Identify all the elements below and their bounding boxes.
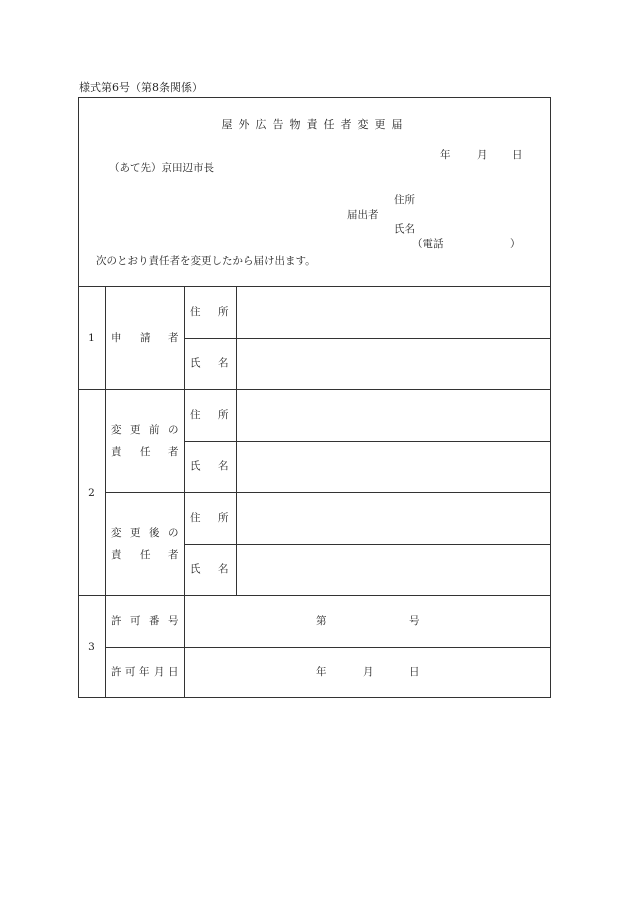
- row2-inner-line-a: [184, 441, 551, 442]
- permit-date-month: 月: [363, 666, 374, 678]
- row2-before-char: の: [168, 424, 179, 436]
- row2-name-char: 氏: [190, 563, 201, 575]
- row2-before-char: 者: [168, 446, 179, 458]
- row2-before-char: 任: [140, 446, 151, 458]
- row3-number: 3: [88, 641, 95, 653]
- label-column-line: [236, 286, 237, 595]
- permit-number-char: 許: [111, 615, 122, 627]
- row2-after-char: 責: [111, 549, 122, 561]
- row2-address-char: 住: [190, 409, 201, 421]
- applicant-name-label: 氏名: [394, 223, 415, 235]
- permit-date-char: 許: [111, 666, 122, 678]
- row2-after-char: 任: [140, 549, 151, 561]
- row2-name-char: 名: [218, 460, 229, 472]
- row2-inner-line-b: [184, 544, 551, 545]
- row1-category-char: 申: [111, 332, 122, 344]
- row2-name-char: 名: [218, 563, 229, 575]
- row1-bottom-line: [78, 389, 551, 390]
- date-month-label: 月: [477, 149, 488, 161]
- row2-middle-line: [105, 492, 551, 493]
- permit-date-day: 日: [409, 666, 420, 678]
- permit-date-char: 可: [125, 666, 136, 678]
- row1-category-char: 者: [168, 332, 179, 344]
- addressee: （あて先）京田辺市長: [109, 162, 214, 174]
- row2-name-char: 氏: [190, 460, 201, 472]
- permit-number-prefix: 第: [316, 615, 327, 627]
- table-top-line: [78, 286, 551, 287]
- row2-bottom-line: [78, 595, 551, 596]
- row1-name-char: 氏: [190, 357, 201, 369]
- row1-category-char: 請: [140, 332, 151, 344]
- permit-number-suffix: 号: [409, 615, 420, 627]
- row1-address-char: 住: [190, 306, 201, 318]
- row1-name-char: 名: [218, 357, 229, 369]
- phone-label: （電話: [412, 238, 444, 250]
- row2-address-char: 所: [218, 409, 229, 421]
- row2-after-char: 者: [168, 549, 179, 561]
- form-number: 様式第6号（第8条関係）: [79, 81, 203, 94]
- permit-date-char: 年: [139, 666, 150, 678]
- row2-address-char: 住: [190, 512, 201, 524]
- row1-inner-line: [184, 338, 551, 339]
- row2-after-char: 更: [130, 527, 141, 539]
- row3-inner-line: [105, 647, 551, 648]
- permit-number-char: 可: [130, 615, 141, 627]
- row2-after-char: 後: [149, 527, 160, 539]
- date-year-label: 年: [440, 149, 451, 161]
- row2-before-char: 変: [111, 424, 122, 436]
- permit-date-year: 年: [316, 666, 327, 678]
- permit-number-char: 号: [168, 615, 179, 627]
- row2-number: 2: [88, 487, 95, 499]
- row2-after-char: 変: [111, 527, 122, 539]
- form-frame: [78, 97, 551, 698]
- row2-after-char: の: [168, 527, 179, 539]
- row1-address-char: 所: [218, 306, 229, 318]
- permit-date-char: 日: [168, 666, 179, 678]
- applicant-address-label: 住所: [394, 194, 415, 206]
- permit-date-char: 月: [154, 666, 165, 678]
- row2-before-char: 前: [149, 424, 160, 436]
- category-column-line: [184, 286, 185, 698]
- phone-close-paren: ）: [510, 238, 521, 250]
- applicant-label: 届出者: [347, 209, 379, 221]
- form-title: 屋外広告物責任者変更届: [221, 118, 409, 131]
- row2-address-char: 所: [218, 512, 229, 524]
- row2-before-char: 更: [130, 424, 141, 436]
- permit-number-char: 番: [149, 615, 160, 627]
- date-day-label: 日: [512, 149, 523, 161]
- number-column-line: [105, 286, 106, 698]
- row2-before-char: 責: [111, 446, 122, 458]
- row1-number: 1: [88, 332, 95, 344]
- statement: 次のとおり責任者を変更したから届け出ます。: [96, 255, 316, 267]
